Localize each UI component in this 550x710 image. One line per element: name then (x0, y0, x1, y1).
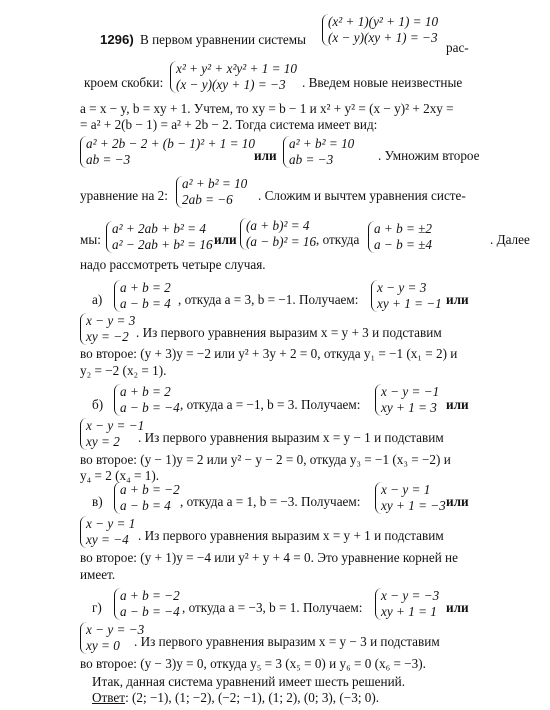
ili-text: или (446, 397, 469, 412)
equation: x − y = −3 (86, 622, 145, 637)
equation: a − b = 4 (120, 296, 171, 311)
case-a-system-xy (371, 280, 442, 312)
equation: a + b = ±2 (374, 221, 433, 236)
case-text: во второе: (y − 3)y = 0, откуда y₅ = 3 (x₅ = 0) и y₆ = 0 (x₆ = −3). (80, 656, 426, 671)
case-text: во второе: (y − 1)y = 2 или y² − y − 2 = 0, откуда y₃ = −1 (x₃ = −2) и (80, 452, 451, 467)
case-label: а) (92, 292, 103, 307)
equation: a − b = ±4 (374, 237, 433, 252)
equation: a + b = −2 (120, 588, 180, 603)
answer-label: Ответ (92, 690, 126, 705)
case-v-system-xy (375, 482, 446, 514)
equation: x − y = 3 (377, 280, 427, 295)
equation: ab = −3 (289, 152, 334, 167)
system-3 (283, 136, 354, 168)
case-text: во второе: (y + 3)y = −2 или y² + 3y + 2 = 0, откуда y₁ = −1 (x₁ = 2) и (80, 346, 458, 361)
case-v-system-c (80, 516, 135, 548)
uravnenie-text: уравнение на 2: (80, 188, 168, 203)
kroem-text: кроем скобки: (84, 75, 164, 90)
intro-text: В первом уравнении системы (140, 32, 306, 47)
dalee-text: . Далее (490, 232, 530, 247)
equation: a + b = 2 (120, 384, 171, 399)
equation: a − b = −4 (120, 400, 180, 415)
ili-text: или (214, 232, 237, 247)
equation: x − y = −3 (381, 588, 440, 603)
slozhim-text: . Сложим и вычтем уравнения систе- (258, 188, 466, 203)
equation: a² + 2b − 2 + (b − 1)² + 1 = 10 (86, 136, 255, 151)
umnozhim-text: . Умножим второе (378, 148, 480, 163)
conclusion-text: Итак, данная система уравнений имеет шесть решений. (92, 674, 405, 689)
equation: a² + b² = 10 (289, 136, 355, 151)
equation: ab = −3 (86, 152, 131, 167)
system-2 (80, 136, 255, 168)
case-text: , откуда a = 3, b = −1. Получаем: (178, 292, 359, 307)
equation: xy = 2 (86, 434, 120, 449)
ili-text: или (446, 600, 469, 615)
case-label: в) (92, 494, 103, 509)
answer-block (92, 690, 379, 706)
system-0 (322, 14, 438, 46)
case-a-system-ab (114, 280, 171, 312)
case-text: , откуда a = 1, b = −3. Получаем: (180, 494, 361, 509)
system-4 (176, 176, 247, 208)
nado-text: надо рассмотреть четыре случая. (80, 257, 266, 272)
case-text: во второе: (y + 1)y = −4 или y² + y + 4 = 0. Это уравнение корней не (80, 550, 458, 565)
case-g-system-xy (375, 588, 439, 620)
system-1 (170, 61, 297, 93)
equation: (x − y)(xy + 1) = −3 (328, 30, 438, 45)
case-text: , откуда a = −3, b = 1. Получаем: (182, 600, 363, 615)
equation: (a − b)² = 16 (246, 234, 317, 249)
case-a-system-c (80, 313, 135, 345)
ili-text: или (254, 148, 277, 163)
case-b-system-c (80, 418, 144, 450)
substitution-text-2: = a² + 2(b − 1) = a² + 2b − 2. Тогда система имеет вид: (80, 117, 378, 132)
system-7 (368, 221, 432, 253)
otkuda-text: , откуда (316, 232, 360, 247)
substitution-text: a = x − y, b = xy + 1. Учтем, то xy = b − 1 и x² + y² = (x − y)² + 2xy = (80, 101, 454, 116)
equation: x² + y² + x²y² + 1 = 10 (176, 61, 297, 76)
ili-text: или (446, 292, 469, 307)
system-5 (106, 221, 213, 253)
equation: xy + 1 = −3 (381, 498, 446, 513)
equation: x − y = −1 (86, 418, 145, 433)
vvedem-text: . Введем новые неизвестные (302, 75, 463, 90)
case-text: y₄ = 2 (x₄ = 1). (80, 468, 160, 483)
case-label: г) (92, 600, 102, 615)
case-v-system-ab (114, 482, 180, 514)
ras-text: рас- (446, 40, 469, 55)
my-text: мы: (80, 232, 101, 247)
equation: x − y = 1 (86, 516, 136, 531)
case-text: . Из первого уравнения выразим x = y + 1 и подставим (138, 528, 444, 543)
equation: 2ab = −6 (182, 192, 233, 207)
equation: a² + b² = 10 (182, 176, 248, 191)
equation: a² + 2ab + b² = 4 (112, 221, 206, 236)
equation: (x² + 1)(y² + 1) = 10 (328, 14, 439, 29)
equation: xy + 1 = −1 (377, 296, 442, 311)
case-text: y₂ = −2 (x₂ = 1). (80, 363, 167, 378)
equation: x − y = 3 (86, 313, 136, 328)
equation: x − y = −1 (381, 384, 440, 399)
case-text: имеет. (80, 567, 116, 582)
answer-values: : (2; −1), (1; −2), (−2; −1), (1; 2), (0; 3), (−3; 0). (125, 690, 380, 705)
equation: xy = −2 (86, 329, 129, 344)
system-6 (240, 218, 316, 250)
case-b-system-xy (375, 384, 439, 416)
case-g-system-ab (114, 588, 180, 620)
equation: x − y = 1 (381, 482, 431, 497)
case-text: . Из первого уравнения выразим x = y − 1 и подставим (138, 430, 444, 445)
equation: xy + 1 = 1 (381, 604, 437, 619)
case-label: б) (92, 397, 104, 412)
equation: xy + 1 = 3 (381, 400, 437, 415)
equation: a + b = −2 (120, 482, 180, 497)
ili-text: или (446, 494, 469, 509)
equation: (x − y)(xy + 1) = −3 (176, 77, 286, 92)
equation: (a + b)² = 4 (246, 218, 310, 233)
equation: a − b = −4 (120, 604, 180, 619)
equation: xy = −4 (86, 532, 129, 547)
case-text: , откуда a = −1, b = 3. Получаем: (180, 397, 361, 412)
equation: a² − 2ab + b² = 16 (112, 237, 213, 252)
equation: a − b = 4 (120, 498, 171, 513)
equation: xy = 0 (86, 638, 120, 653)
case-b-system-ab (114, 384, 180, 416)
problem-number: 1296) (100, 32, 134, 47)
equation: a + b = 2 (120, 280, 171, 295)
case-text: . Из первого уравнения выразим x = y − 3 и подставим (134, 634, 440, 649)
case-text: . Из первого уравнения выразим x = y + 3 и подставим (136, 325, 442, 340)
